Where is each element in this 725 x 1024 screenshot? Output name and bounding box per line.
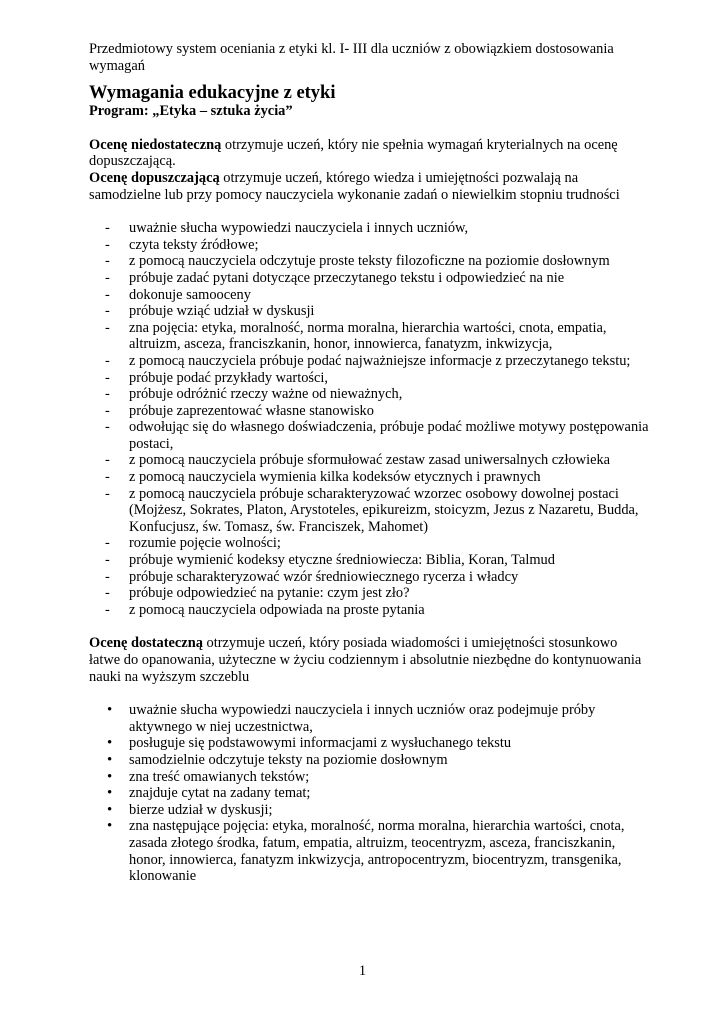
- list-item: - próbuje wziąć udział w dyskusji: [89, 303, 649, 320]
- grade-insufficient-label: Ocenę niedostateczną: [89, 136, 222, 153]
- grade-satisfactory-paragraph: [89, 635, 649, 685]
- list-item: - z pomocą nauczyciela odczytuje proste teksty filozoficzne na poziomie dosłownym: [89, 253, 649, 270]
- list-item: - z pomocą nauczyciela wymienia kilka kodeksów etycznych i prawnych: [89, 469, 649, 486]
- list-item: - próbuje podać przykłady wartości,: [89, 370, 649, 387]
- list-item: • posługuje się podstawowymi informacjami z wysłuchanego tekstu: [89, 735, 649, 752]
- grade-insufficient-paragraph: [89, 137, 649, 170]
- list-item: - próbuje zaprezentować własne stanowisko: [89, 403, 649, 420]
- list-item: • samodzielnie odczytuje teksty na poziomie dosłownym: [89, 752, 649, 769]
- list-item: - odwołując się do własnego doświadczenia, próbuje podać możliwe motywy postępowania postaci,: [89, 419, 649, 452]
- header-line-1: Przedmiotowy system oceniania z etyki kl. I- III dla uczniów z obowiązkiem dostosowania: [89, 41, 614, 57]
- list-item: - dokonuje samooceny: [89, 287, 649, 304]
- program-subtitle: Program: „Etyka – sztuka życia”: [89, 103, 293, 120]
- list-item: - próbuje odróżnić rzeczy ważne od nieważnych,: [89, 386, 649, 403]
- list-item: - próbuje odpowiedzieć na pytanie: czym jest zło?: [89, 585, 649, 602]
- list-item: - próbuje scharakteryzować wzór średniowiecznego rycerza i władcy: [89, 569, 649, 586]
- satisfactory-requirements-list: [89, 702, 649, 885]
- list-item: - próbuje zadać pytani dotyczące przeczytanego tekstu i odpowiedzieć na nie: [89, 270, 649, 287]
- grade-admissible-label: Ocenę dopuszczającą: [89, 169, 220, 186]
- list-item: • zna następujące pojęcia: etyka, moralność, norma moralna, hierarchia wartości, cnota, zasada złotego środka, fatum, empatia, altruizm, teocentryzm, asceza, franciszkanin, honor, innowierca, fanatyzm inkwizycja, antropocentryzm, biocentryzm, transgenika, klonowanie: [89, 818, 649, 884]
- list-item: • bierze udział w dyskusji;: [89, 802, 649, 819]
- admissible-requirements-list: [89, 220, 649, 618]
- grade-insufficient-text: otrzymuje uczeń, który nie spełnia wymagań kryterialnych na ocenę dopuszczającą.: [89, 136, 618, 170]
- grade-satisfactory-label: Ocenę dostateczną: [89, 635, 203, 652]
- list-item: - rozumie pojęcie wolności;: [89, 535, 649, 552]
- list-item: - zna pojęcia: etyka, moralność, norma moralna, hierarchia wartości, cnota, empatia, altruizm, asceza, franciszkanin, honor, innowierca, fanatyzm, inkwizycja,: [89, 320, 649, 353]
- document-header: [89, 41, 649, 74]
- list-item: - z pomocą nauczyciela odpowiada na proste pytania: [89, 602, 649, 619]
- list-item: • zna treść omawianych tekstów;: [89, 769, 649, 786]
- grade-admissible-text: otrzymuje uczeń, którego wiedza i umiejętności pozwalają na samodzielne lub przy pomocy nauczyciela wykonanie zadań o niewielkim stopniu trudności: [89, 169, 620, 203]
- list-item: • uważnie słucha wypowiedzi nauczyciela i innych uczniów oraz podejmuje próby aktywnego w niej uczestnictwa,: [89, 702, 649, 735]
- header-line-2: wymagań: [89, 57, 145, 74]
- list-item: - z pomocą nauczyciela próbuje sformułować zestaw zasad uniwersalnych człowieka: [89, 452, 649, 469]
- grade-admissible-paragraph: [89, 170, 649, 203]
- grade-satisfactory-text: otrzymuje uczeń, który posiada wiadomości i umiejętności stosunkowo łatwe do opanowania, użyteczne w życiu codziennym i absolutnie niezbędne do kontynuowania nauki na wyższym szczeblu: [89, 635, 642, 685]
- page-number: 1: [358, 963, 367, 979]
- list-item: - z pomocą nauczyciela próbuje podać najważniejsze informacje z przeczytanego tekstu;: [89, 353, 649, 370]
- list-item: - próbuje wymienić kodeksy etyczne średniowiecza: Biblia, Koran, Talmud: [89, 552, 649, 569]
- list-item: - czyta teksty źródłowe;: [89, 237, 649, 254]
- list-item: - uważnie słucha wypowiedzi nauczyciela i innych uczniów,: [89, 220, 649, 237]
- list-item: • znajduje cytat na zadany temat;: [89, 785, 649, 802]
- list-item: - z pomocą nauczyciela próbuje scharakteryzować wzorzec osobowy dowolnej postaci (Mojżesz, Sokrates, Platon, Arystoteles, epikureizm, stoicyzm, Jezus z Nazaretu, Budda, Konfucjusz, św. Tomasz, św. Franciszek, Mahomet): [89, 486, 649, 536]
- document-title: Wymagania edukacyjne z etyki: [89, 83, 336, 104]
- document-page: [89, 41, 649, 885]
